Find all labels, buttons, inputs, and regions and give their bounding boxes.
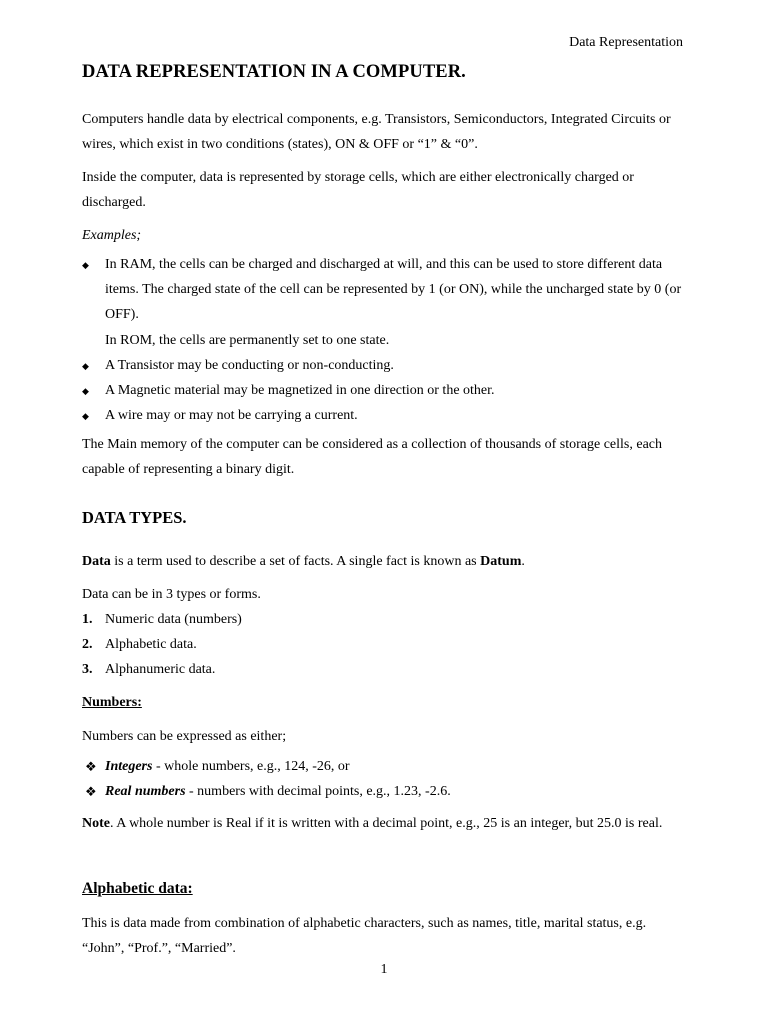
bullet-text: In RAM, the cells can be charged and discharged at will, and this can be used to store different data items. The charged state of the cell can be represented by 1 (or ON), while the uncharged state by 0 (or OFF). — [105, 257, 682, 322]
list-number: 2. — [82, 637, 93, 652]
intro-paragraph-2: Inside the computer, data is represented by storage cells, which are either electronically charged or discharged. — [82, 170, 634, 210]
page-number: 1 — [380, 962, 388, 977]
list-text: Integers - whole numbers, e.g., 124, -26, or — [105, 759, 350, 774]
numbers-intro: Numbers can be expressed as either; — [82, 729, 287, 744]
bullet-text: A wire may or may not be carrying a current. — [105, 408, 358, 423]
bullet-text: A Transistor may be conducting or non-conducting. — [105, 358, 394, 373]
running-header: Data Representation — [569, 35, 683, 50]
rom-note: In ROM, the cells are permanently set to one state. — [105, 333, 390, 348]
section-heading-data-types: DATA TYPES. — [82, 508, 187, 527]
bullet-text: A Magnetic material may be magnetized in one direction or the other. — [105, 383, 495, 398]
diamond-bullet-icon: ◆ — [82, 386, 89, 396]
intro-paragraph-3: The Main memory of the computer can be considered as a collection of thousands of storage cells, each capable of representing a binary digit. — [82, 437, 663, 477]
note-paragraph: Note. A whole number is Real if it is written with a decimal point, e.g., 25 is an integer, but 25.0 is real. — [82, 816, 663, 831]
alphabetic-paragraph: This is data made from combination of alphabetic characters, such as names, title, marital status, e.g. “John”, “Prof.”, “Married”. — [82, 916, 647, 956]
subheading-numbers: Numbers: — [82, 695, 142, 710]
examples-label: Examples; — [82, 228, 142, 243]
subheading-alphabetic-data: Alphabetic data: — [82, 880, 193, 897]
list-text: Alphabetic data. — [105, 637, 197, 652]
document-title: DATA REPRESENTATION IN A COMPUTER. — [82, 62, 466, 82]
list-number: 3. — [82, 662, 93, 677]
star-bullet-icon: ❖ — [85, 784, 97, 799]
list-text: Alphanumeric data. — [105, 662, 216, 677]
diamond-bullet-icon: ◆ — [82, 260, 89, 270]
diamond-bullet-icon: ◆ — [82, 361, 89, 371]
list-text: Numeric data (numbers) — [105, 612, 242, 627]
forms-intro: Data can be in 3 types or forms. — [82, 587, 261, 602]
intro-paragraph-1: Computers handle data by electrical components, e.g. Transistors, Semiconductors, Integrated Circuits or wires, which exist in two conditions (states), ON & OFF or “1” & “0”. — [82, 112, 671, 152]
list-text: Real numbers - numbers with decimal points, e.g., 1.23, -2.6. — [105, 784, 451, 799]
diamond-bullet-icon: ◆ — [82, 411, 89, 421]
list-number: 1. — [82, 612, 93, 627]
star-bullet-icon: ❖ — [85, 759, 97, 774]
data-definition: Data is a term used to describe a set of facts. A single fact is known as Datum. — [82, 554, 525, 569]
